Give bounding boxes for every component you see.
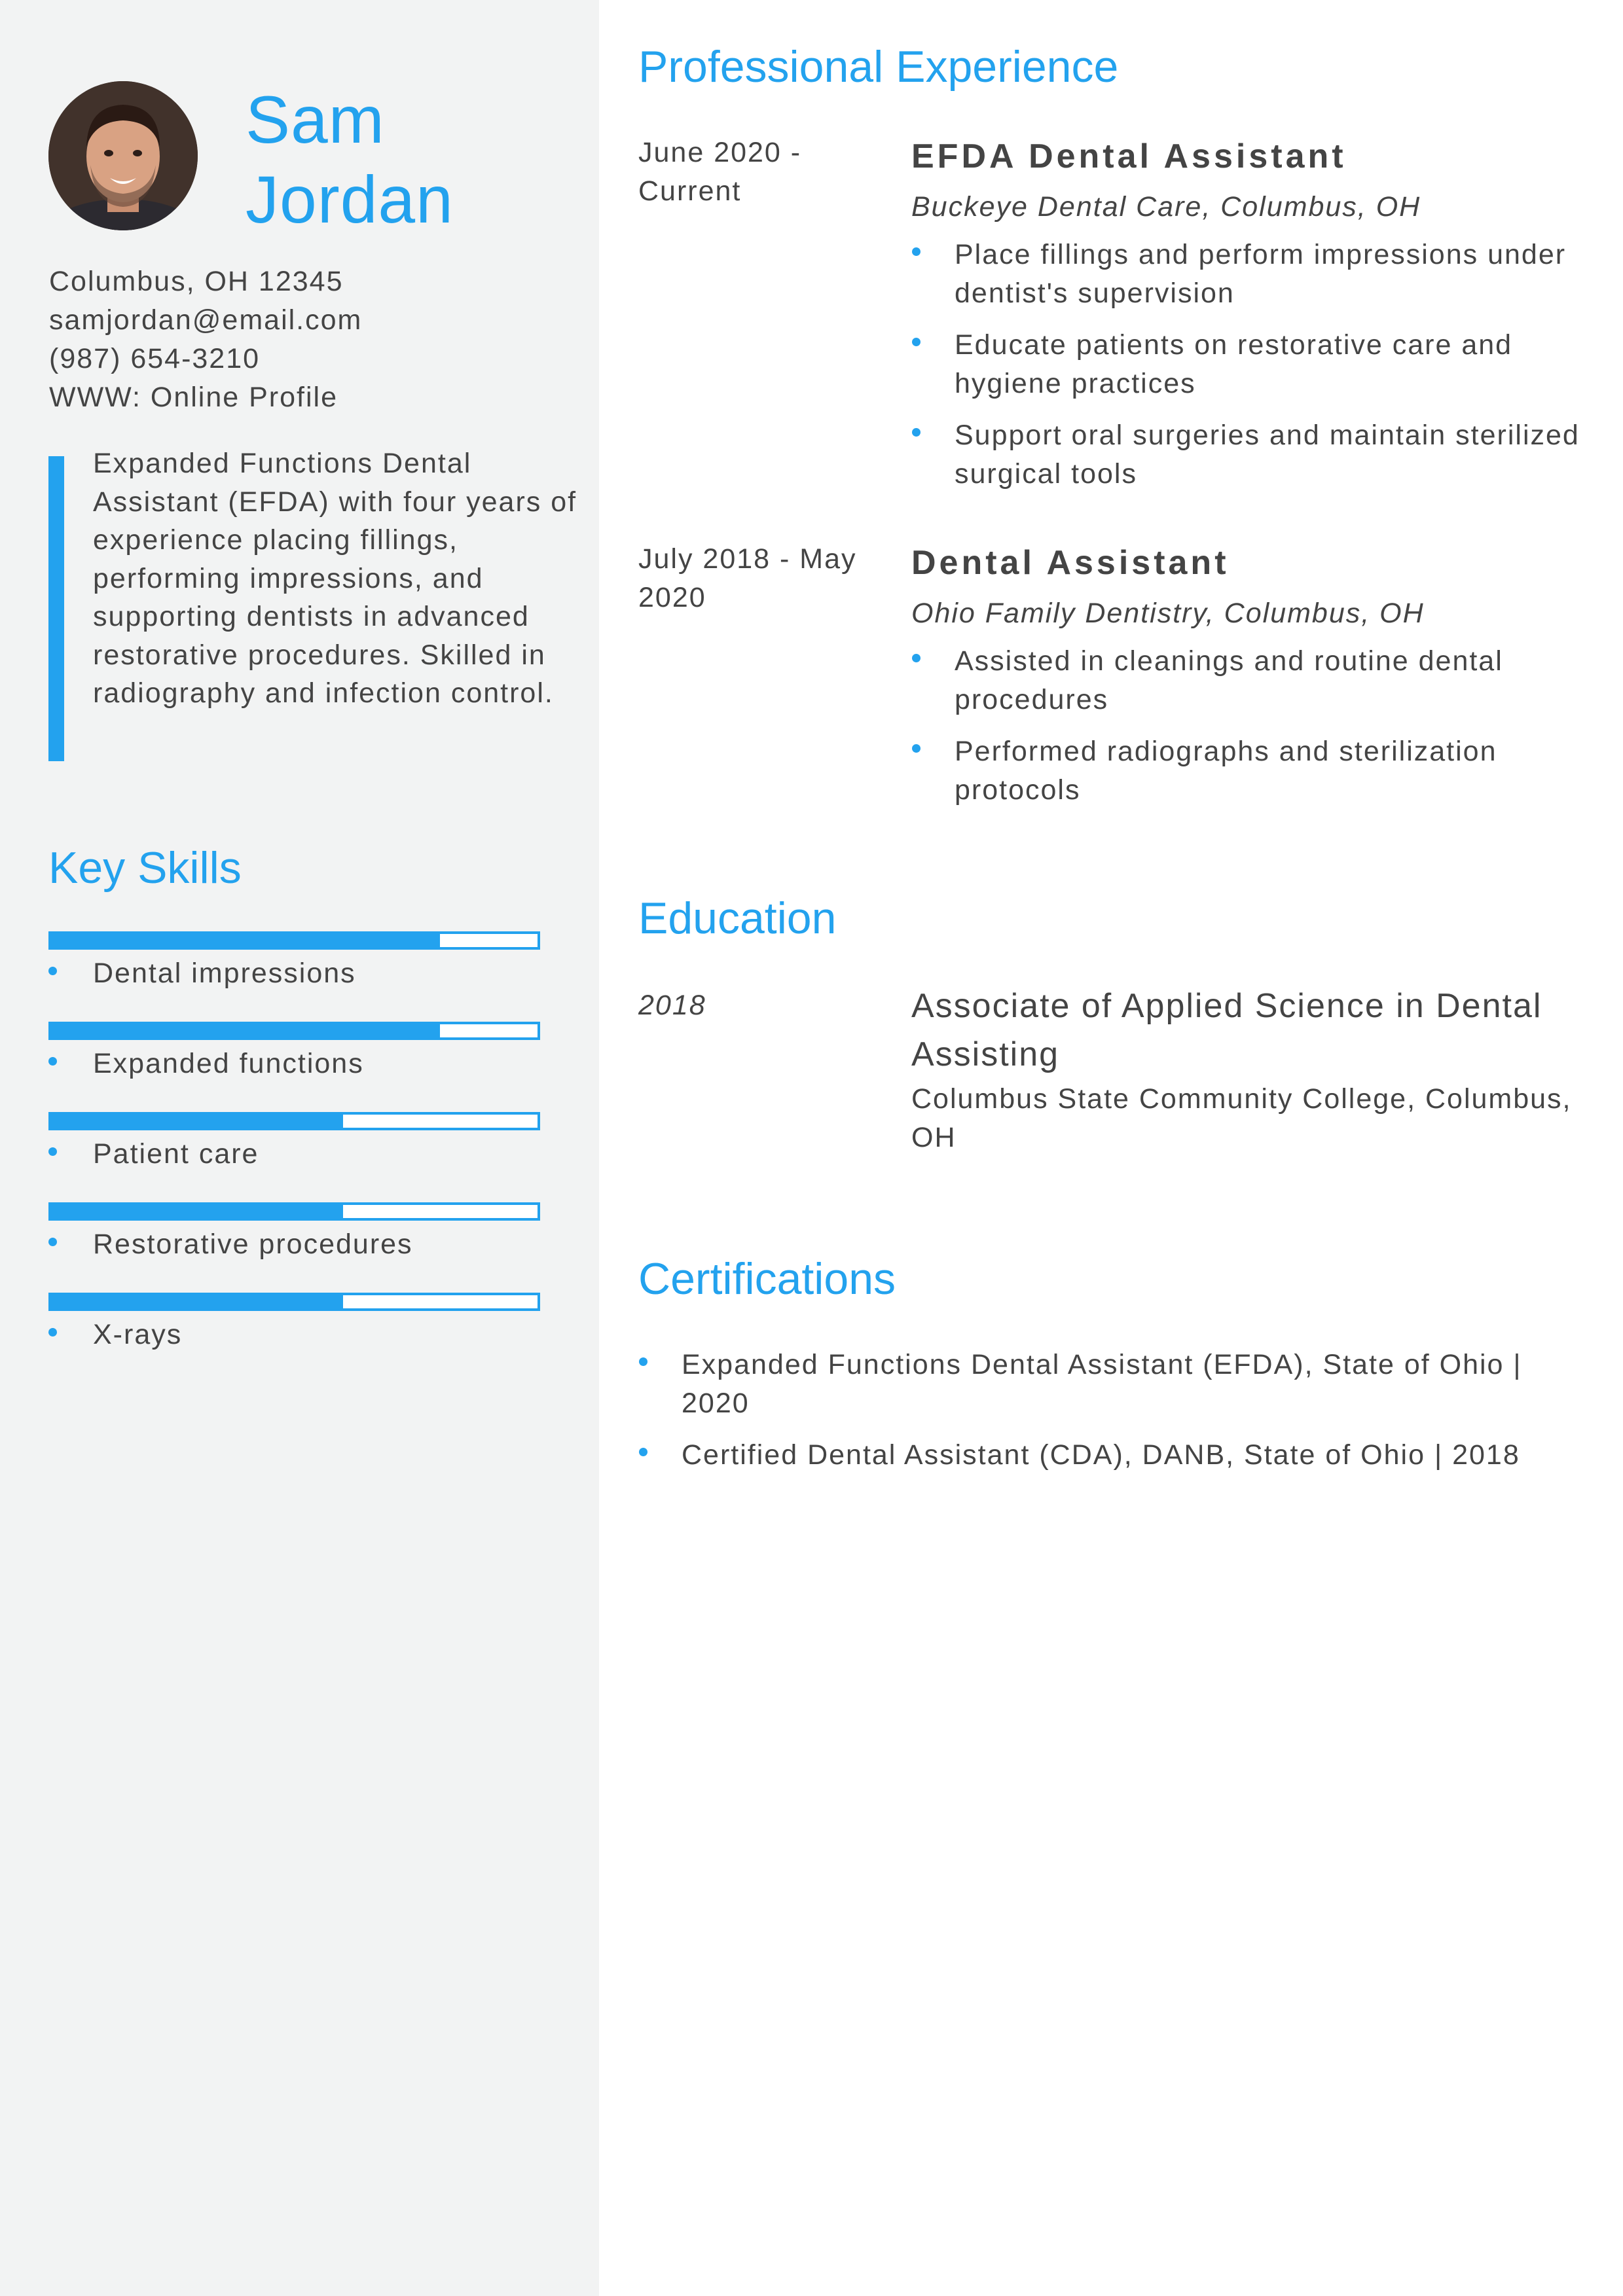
bullet-text: Assisted in cleanings and routine dental procedures xyxy=(955,645,1503,715)
skill-meter xyxy=(48,931,540,950)
bullet-text: Educate patients on restorative care and hygiene practices xyxy=(955,329,1513,399)
education-school: Columbus State Community College, Columbus, OH xyxy=(911,1083,1572,1153)
list-item xyxy=(911,236,1605,312)
skill-label: Expanded functions xyxy=(93,1048,364,1079)
certifications-heading: Certifications xyxy=(638,1254,896,1304)
bullet-text: Support oral surgeries and maintain sterilized surgical tools xyxy=(955,420,1580,490)
job-company: Buckeye Dental Care, Columbus, OH xyxy=(911,191,1421,223)
skill-meter-fill xyxy=(51,934,440,947)
skill-label: X-rays xyxy=(93,1319,183,1350)
job-title: Dental Assistant xyxy=(911,544,1230,582)
skill-item xyxy=(48,1022,540,1112)
first-name: Sam xyxy=(246,82,385,157)
skill-label: Dental impressions xyxy=(93,958,356,989)
contact-website[interactable]: WWW: Online Profile xyxy=(49,382,338,413)
skill-meter xyxy=(48,1202,540,1221)
skill-meter xyxy=(48,1293,540,1311)
list-item xyxy=(638,1436,1585,1475)
list-item xyxy=(911,642,1605,719)
list-item xyxy=(911,416,1605,493)
skill-meter-fill xyxy=(51,1295,343,1308)
bullet-icon xyxy=(48,1057,57,1066)
skills-heading: Key Skills xyxy=(48,843,242,893)
job-dates: July 2018 - May 2020 xyxy=(638,543,857,613)
bullet-icon xyxy=(48,967,57,975)
skill-meter-fill xyxy=(51,1205,343,1218)
education-heading: Education xyxy=(638,893,837,943)
certification-text: Certified Dental Assistant (CDA), DANB, State of Ohio | 2018 xyxy=(682,1439,1520,1471)
contact-phone: (987) 654-3210 xyxy=(49,343,261,374)
job-entry xyxy=(638,540,1594,828)
bullet-icon xyxy=(912,744,921,753)
experience-heading: Professional Experience xyxy=(638,42,1119,92)
job-entry xyxy=(638,134,1594,500)
profile-photo-icon xyxy=(48,81,198,230)
skill-meter xyxy=(48,1022,540,1040)
summary-text: Expanded Functions Dental Assistant (EFDA) with four years of experience placing fillings, performing impressions, and supporting dentists in advanced restorative procedures. Skilled in radiography and infection control. xyxy=(93,448,577,709)
bullet-icon xyxy=(912,428,921,437)
education-year: 2018 xyxy=(638,990,706,1021)
skill-item xyxy=(48,1202,540,1293)
certifications-list xyxy=(638,1346,1594,1488)
profile-photo xyxy=(48,81,198,230)
skill-item xyxy=(48,931,540,1022)
candidate-name xyxy=(246,80,586,240)
bullet-text: Performed radiographs and sterilization protocols xyxy=(955,736,1497,806)
skill-meter-fill xyxy=(51,1024,440,1037)
sidebar xyxy=(0,0,599,2296)
skills-list xyxy=(48,931,540,1383)
skill-label: Patient care xyxy=(93,1138,259,1170)
bullet-text: Place fillings and perform impressions under dentist's supervision xyxy=(955,239,1567,309)
skill-item xyxy=(48,1293,540,1383)
bullet-icon xyxy=(639,1448,647,1456)
certification-text: Expanded Functions Dental Assistant (EFDA), State of Ohio | 2020 xyxy=(682,1349,1522,1419)
list-item xyxy=(911,326,1605,403)
summary-accent-bar xyxy=(48,456,64,761)
last-name: Jordan xyxy=(246,162,454,237)
list-item xyxy=(911,732,1605,809)
bullet-icon xyxy=(48,1147,57,1156)
bullet-icon xyxy=(912,247,921,256)
summary xyxy=(48,448,577,761)
job-bullets xyxy=(911,236,1605,507)
skill-meter xyxy=(48,1112,540,1130)
contact-email[interactable]: samjordan@email.com xyxy=(49,304,363,336)
skill-item xyxy=(48,1112,540,1202)
job-company: Ohio Family Dentistry, Columbus, OH xyxy=(911,598,1425,629)
contact-location: Columbus, OH 12345 xyxy=(49,266,344,297)
job-dates: June 2020 - Current xyxy=(638,137,802,207)
education-degree: Associate of Applied Science in Dental Assisting xyxy=(911,987,1542,1073)
skill-meter-fill xyxy=(51,1115,343,1128)
bullet-icon xyxy=(48,1328,57,1336)
job-bullets xyxy=(911,642,1605,823)
list-item xyxy=(638,1346,1585,1422)
contact-info xyxy=(49,262,586,417)
skill-label: Restorative procedures xyxy=(93,1229,413,1260)
bullet-icon xyxy=(639,1357,647,1366)
bullet-icon xyxy=(912,654,921,662)
job-title: EFDA Dental Assistant xyxy=(911,137,1347,175)
bullet-icon xyxy=(912,338,921,346)
bullet-icon xyxy=(48,1238,57,1246)
